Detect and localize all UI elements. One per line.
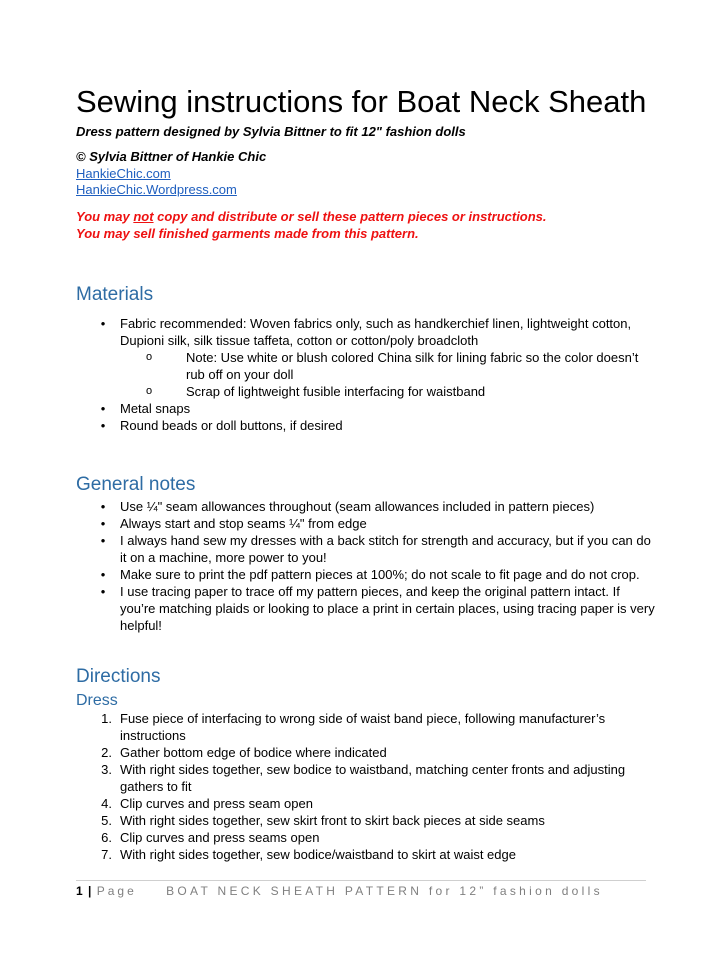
list-item-text: With right sides together, sew bodice/waistband to skirt at waist edge: [120, 847, 516, 862]
bullet-icon: •: [100, 516, 106, 531]
page-subtitle: Dress pattern designed by Sylvia Bittner to fit 12" fashion dolls: [76, 124, 466, 139]
step-number: 1.: [101, 711, 112, 726]
warning-text-after: copy and distribute or sell these pattern pieces or instructions.: [153, 209, 547, 224]
list-item: [76, 812, 656, 829]
list-item-text: Note: Use white or blush colored China silk for lining fabric so the color doesn’t rub off on your doll: [186, 350, 639, 382]
list-item-text: Use ¼" seam allowances throughout (seam allowances included in pattern pieces): [120, 499, 595, 514]
list-item: [76, 532, 656, 566]
bullet-icon: •: [100, 316, 106, 331]
general-notes-list: [76, 498, 656, 634]
sub-list-item: [76, 383, 656, 400]
list-item: [76, 829, 656, 846]
list-item-text: With right sides together, sew skirt front to skirt back pieces at side seams: [120, 813, 545, 828]
step-number: 3.: [101, 762, 112, 777]
list-item: [76, 498, 656, 515]
list-item: [76, 583, 656, 634]
list-item-text: With right sides together, sew bodice to waistband, matching center fronts and adjusting gathers to fit: [120, 762, 626, 794]
bullet-icon: •: [100, 567, 106, 582]
list-item-text: Round beads or doll buttons, if desired: [120, 418, 343, 433]
list-item-text: Metal snaps: [120, 401, 191, 416]
bullet-icon: •: [100, 418, 106, 433]
step-number: 4.: [101, 796, 112, 811]
list-item: [76, 515, 656, 532]
page-title: Sewing instructions for Boat Neck Sheath: [76, 84, 647, 119]
sub-bullet-icon: o: [145, 385, 153, 397]
bullet-icon: •: [100, 533, 106, 548]
list-item-text: Fabric recommended: Woven fabrics only, such as handkerchief linen, lightweight cotton, Dupioni silk, silk tissue taffeta, cotton or cotton/poly broadcloth: [120, 316, 632, 348]
directions-heading: Directions: [76, 666, 161, 687]
footer-divider: [76, 880, 646, 881]
list-item: [76, 315, 656, 349]
sub-list-item: [76, 349, 656, 383]
list-item: [76, 846, 656, 863]
blog-link[interactable]: HankieChic.Wordpress.com: [76, 182, 237, 197]
list-item: [76, 417, 656, 434]
footer-separator: |: [88, 884, 92, 898]
list-item-text: Clip curves and press seam open: [120, 796, 313, 811]
materials-heading: Materials: [76, 284, 154, 305]
list-item-text: I always hand sew my dresses with a back stitch for strength and accuracy, but if you can do it on a machine, more power to you!: [120, 533, 651, 565]
materials-list: [76, 315, 656, 434]
list-item: [76, 744, 656, 761]
copyright-notice: © Sylvia Bittner of Hankie Chic: [76, 149, 267, 164]
page-number: 1: [76, 884, 83, 898]
list-item-text: Clip curves and press seams open: [120, 830, 320, 845]
list-item-text: Scrap of lightweight fusible interfacing for waistband: [186, 384, 486, 399]
list-item-text: Make sure to print the pdf pattern pieces at 100%; do not scale to fit page and do not crop.: [120, 567, 640, 582]
list-item: [76, 400, 656, 417]
list-item-text: Fuse piece of interfacing to wrong side of waist band piece, following manufacturer’s instructions: [120, 711, 606, 743]
warning-text-before: You may: [76, 209, 134, 224]
step-number: 7.: [101, 847, 112, 862]
footer-text: BOAT NECK SHEATH PATTERN for 12” fashion dolls: [166, 884, 603, 898]
list-item-text: Gather bottom edge of bodice where indicated: [120, 745, 387, 760]
list-item: [76, 710, 656, 744]
copyright-warning-line-2: You may sell finished garments made from this pattern.: [76, 226, 419, 241]
list-item: [76, 761, 656, 795]
bullet-icon: •: [100, 401, 106, 416]
step-number: 5.: [101, 813, 112, 828]
list-item: [76, 566, 656, 583]
step-number: 6.: [101, 830, 112, 845]
copyright-warning-line-1: [76, 208, 547, 225]
general-notes-heading: General notes: [76, 474, 196, 495]
bullet-icon: •: [100, 499, 106, 514]
list-item-text: Always start and stop seams ¼" from edge: [120, 516, 367, 531]
page-label: Page: [96, 884, 137, 898]
step-number: 2.: [101, 745, 112, 760]
page-footer: [76, 884, 603, 899]
directions-steps-list: [76, 710, 656, 863]
sub-bullet-icon: o: [145, 351, 153, 363]
dress-subheading: Dress: [76, 692, 118, 709]
warning-emphasis: not: [133, 209, 154, 224]
list-item: [76, 795, 656, 812]
list-item-text: I use tracing paper to trace off my pattern pieces, and keep the original pattern intact. If you’re matching plaids or looking to place a print in certain places, using tracing paper is very helpful!: [120, 584, 655, 633]
bullet-icon: •: [100, 584, 106, 599]
website-link[interactable]: HankieChic.com: [76, 166, 171, 181]
